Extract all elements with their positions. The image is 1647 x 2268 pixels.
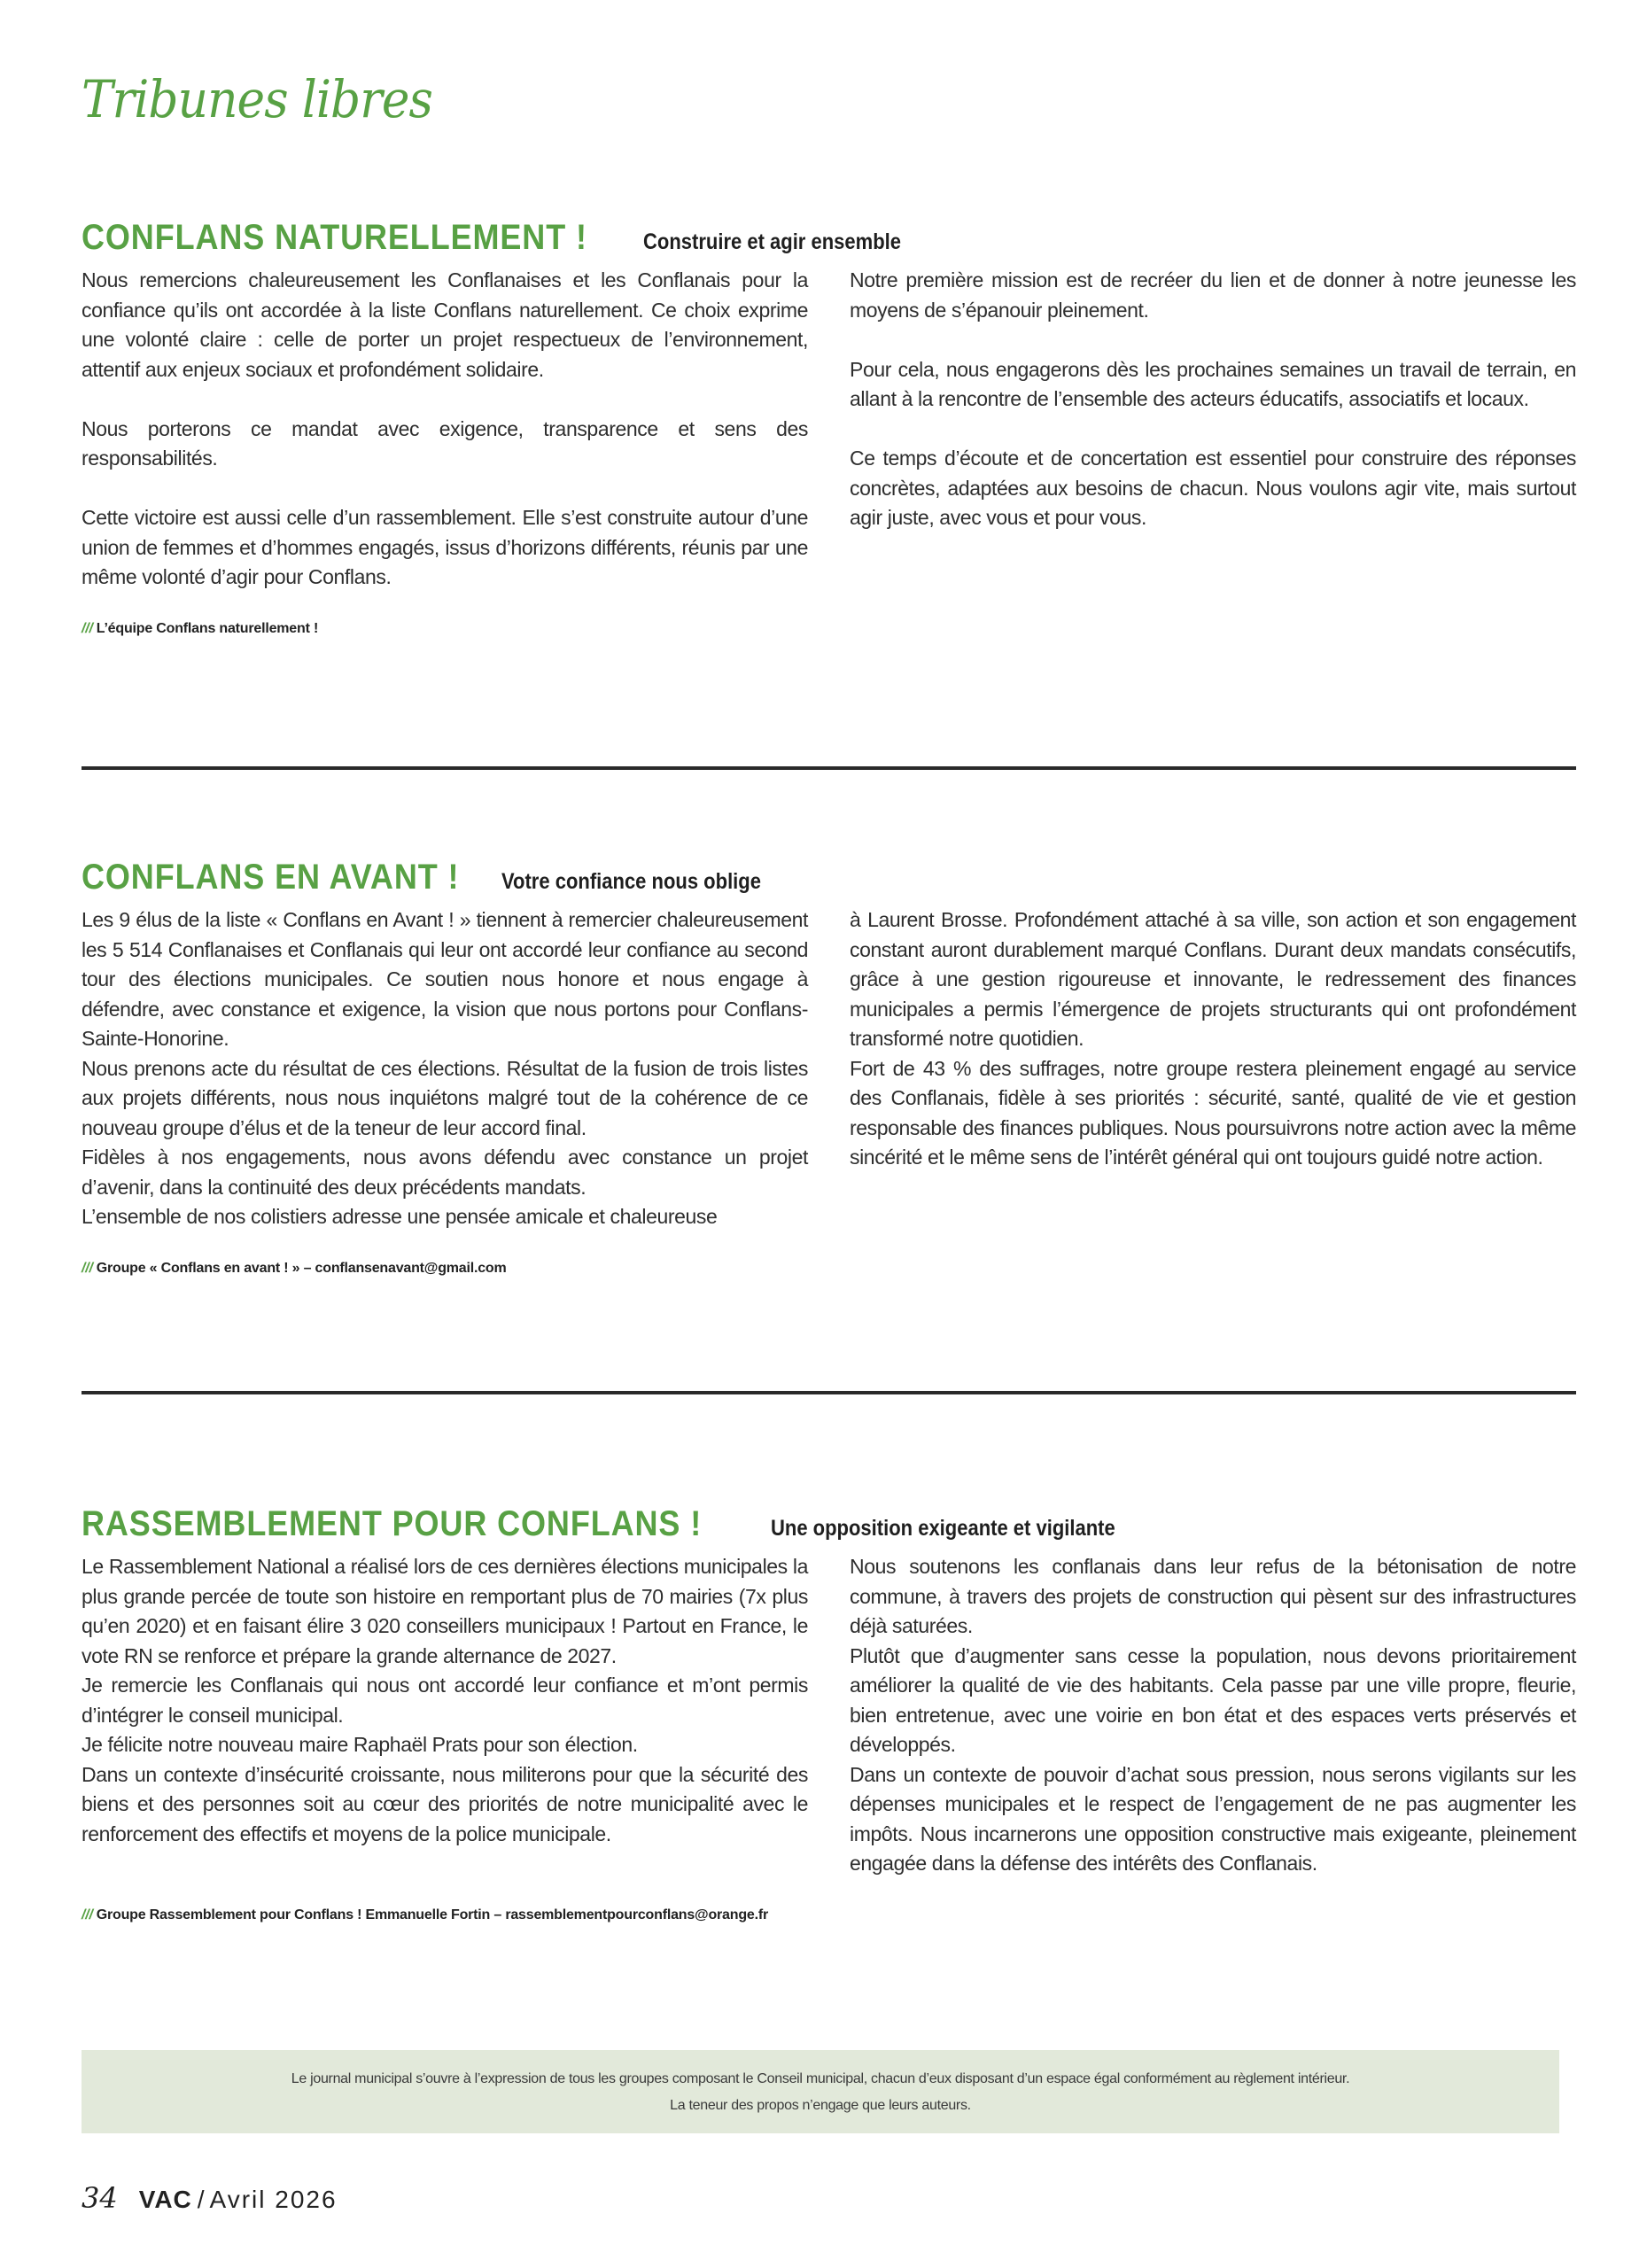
paragraph: Les 9 élus de la liste « Conflans en Avant ! » tiennent à remercier chaleureusement les 5 514 Conflanaises et Conflanais qui leur ont accordé leur confiance au second tour des élections municipales. Ce soutien nous honore et nous engage à défendre, avec constance et exigence, la vision que nous portons pour Conflans-Sainte-Honorine. bbox=[82, 908, 808, 1050]
section-heading bbox=[82, 218, 1576, 260]
paragraph: Dans un contexte de pouvoir d’achat sous pression, nous serons vigilants sur les dépenses municipales et le respect de l’engagement de ne pas augmenter les impôts. Nous incarnerons une opposition constructive mais exigeante, pleinement engagée dans la défense des intérêts des Conflanais. bbox=[850, 1762, 1576, 1875]
text-columns bbox=[82, 1552, 1576, 1879]
signature-text: Groupe Rassemblement pour Conflans ! Emmanuelle Fortin – rassemblementpourconflans@orange.fr bbox=[96, 1907, 768, 1922]
paragraph: Notre première mission est de recréer du lien et de donner à notre jeunesse les moyens de s’épanouir pleinement. bbox=[850, 268, 1576, 322]
paragraph: Nous porterons ce mandat avec exigence, transparence et sens des responsabilités. bbox=[82, 416, 808, 470]
slashes-icon: /// bbox=[82, 620, 93, 636]
section-subtitle: Construire et agir ensemble bbox=[643, 229, 902, 254]
paragraph: à Laurent Brosse. Profondément attaché à sa ville, son action et son engagement constant auront durablement marqué Conflans. Durant deux mandats consécutifs, grâce à une gestion rigoureuse et innovante, le redressement des finances municipales a permis l’émergence de projets structurants qui ont profondément transformé notre quotidien. bbox=[850, 908, 1576, 1050]
tribune-conflans-en-avant bbox=[82, 858, 1576, 1277]
paragraph: Le Rassemblement National a réalisé lors de ces dernières élections municipales la plus grande percée de toute son histoire en remportant plus de 70 mairies (7x plus qu’en 2020) et en faisant élire 3 020 conseillers municipaux ! Partout en France, le vote RN se renforce et prépare la grande alternance de 2027. bbox=[82, 1555, 808, 1667]
paragraph: Nous remercions chaleureusement les Conflanaises et les Conflanais pour la confiance qu’ils ont accordée à la liste Conflans naturellement. Ce choix exprime une volonté claire : celle de porter un projet respectueux de l’environnement, attentif aux enjeux sociaux et profondément solidaire. bbox=[82, 268, 808, 381]
paragraph: Nous soutenons les conflanais dans leur refus de la bétonisation de notre commune, à travers des projets de construction qui pèsent sur des infrastructures déjà saturées. bbox=[850, 1555, 1576, 1637]
text-columns bbox=[82, 905, 1576, 1232]
paragraph: L’ensemble de nos colistiers adresse une pensée amicale et chaleureuse bbox=[82, 1205, 718, 1228]
page-title: Tribunes libres bbox=[82, 69, 432, 129]
left-column bbox=[82, 905, 808, 1232]
paragraph: Fort de 43 % des suffrages, notre groupe restera pleinement engagé au service des Conflanais, fidèle à ses priorités : sécurité, santé, qualité de vie et gestion responsable des finances publiques. Nous poursuivrons notre action avec la même sincérité et le même sens de l’intérêt général qui ont toujours guidé notre action. bbox=[850, 1056, 1576, 1169]
left-column bbox=[82, 266, 808, 593]
tribune-conflans-naturellement bbox=[82, 218, 1576, 637]
paragraph: Je remercie les Conflanais qui nous ont accordé leur confiance et m’ont permis d’intégrer le conseil municipal. bbox=[82, 1674, 808, 1727]
paragraph: Cette victoire est aussi celle d’un rassemblement. Elle s’est construite autour d’une union de femmes et d’hommes engagés, issus d’horizons différents, réunis par une même volonté d’agir pour Conflans. bbox=[82, 506, 808, 588]
section-subtitle: Votre confiance nous oblige bbox=[501, 869, 761, 894]
tribune-rassemblement-pour-conflans bbox=[82, 1504, 1576, 1923]
notice-line: La teneur des propos n’engage que leurs auteurs. bbox=[670, 2098, 971, 2113]
signature bbox=[82, 1907, 1576, 1923]
right-column bbox=[850, 1552, 1576, 1879]
paragraph: Plutôt que d’augmenter sans cesse la population, nous devons prioritairement améliorer la qualité de vie des habitants. Cela passe par une ville propre, fleurie, bien entretenue, avec une voirie en bon état et des espaces verts préservés et développés. bbox=[850, 1643, 1576, 1756]
section-subtitle: Une opposition exigeante et vigilante bbox=[770, 1516, 1115, 1541]
slashes-icon: /// bbox=[82, 1260, 93, 1276]
paragraph: Fidèles à nos engagements, nous avons défendu avec constance un projet d’avenir, dans la continuité des deux précédents mandats. bbox=[82, 1146, 808, 1199]
signature bbox=[82, 1261, 1576, 1277]
section-divider bbox=[82, 1391, 1576, 1394]
section-heading bbox=[82, 1504, 1576, 1547]
right-column bbox=[850, 905, 1576, 1232]
group-name: CONFLANS NATURELLEMENT ! bbox=[82, 218, 587, 257]
page-footer bbox=[82, 2181, 338, 2215]
left-column bbox=[82, 1552, 808, 1879]
signature-text: Groupe « Conflans en avant ! » – conflansenavant@gmail.com bbox=[96, 1260, 507, 1276]
notice-line: Le journal municipal s’ouvre à l’expression de tous les groupes composant le Conseil municipal, chacun d’eux disposant d’un espace égal conformément au règlement intérieur. bbox=[291, 2071, 1350, 2086]
issue-date: Avril 2026 bbox=[209, 2186, 338, 2213]
footer-separator: / bbox=[197, 2186, 205, 2213]
right-column bbox=[850, 266, 1576, 593]
text-columns bbox=[82, 266, 1576, 593]
paragraph: Pour cela, nous engagerons dès les prochaines semaines un travail de terrain, en allant à la rencontre de l’ensemble des acteurs éducatifs, associatifs et locaux. bbox=[850, 357, 1576, 410]
editorial-notice bbox=[82, 2050, 1559, 2133]
signature-text: L’équipe Conflans naturellement ! bbox=[96, 620, 319, 636]
group-name: RASSEMBLEMENT POUR CONFLANS ! bbox=[82, 1504, 703, 1543]
section-divider bbox=[82, 766, 1576, 770]
paragraph: Dans un contexte d’insécurité croissante, nous militerons pour que la sécurité des biens et des personnes soit au cœur des priorités de notre municipalité avec le renforcement des effectifs et moyens de la police municipale. bbox=[82, 1762, 808, 1845]
slashes-icon: /// bbox=[82, 1907, 93, 1922]
publication-name: VAC bbox=[138, 2186, 192, 2213]
section-heading bbox=[82, 858, 1576, 900]
paragraph: Nous prenons acte du résultat de ces élections. Résultat de la fusion de trois listes aux projets différents, nous nous inquiétons malgré tout de la cohérence de ce nouveau groupe d’élus et de la teneur de leur accord final. bbox=[82, 1056, 808, 1139]
page-number: 34 bbox=[82, 2181, 118, 2215]
paragraph: Ce temps d’écoute et de concertation est essentiel pour construire des réponses concrètes, adaptées aux besoins de chacun. Nous voulons agir vite, mais surtout agir juste, avec vous et pour vous. bbox=[850, 447, 1576, 529]
signature bbox=[82, 621, 1576, 637]
group-name: CONFLANS EN AVANT ! bbox=[82, 858, 460, 897]
paragraph: Je félicite notre nouveau maire Raphaël Prats pour son élection. bbox=[82, 1733, 638, 1756]
